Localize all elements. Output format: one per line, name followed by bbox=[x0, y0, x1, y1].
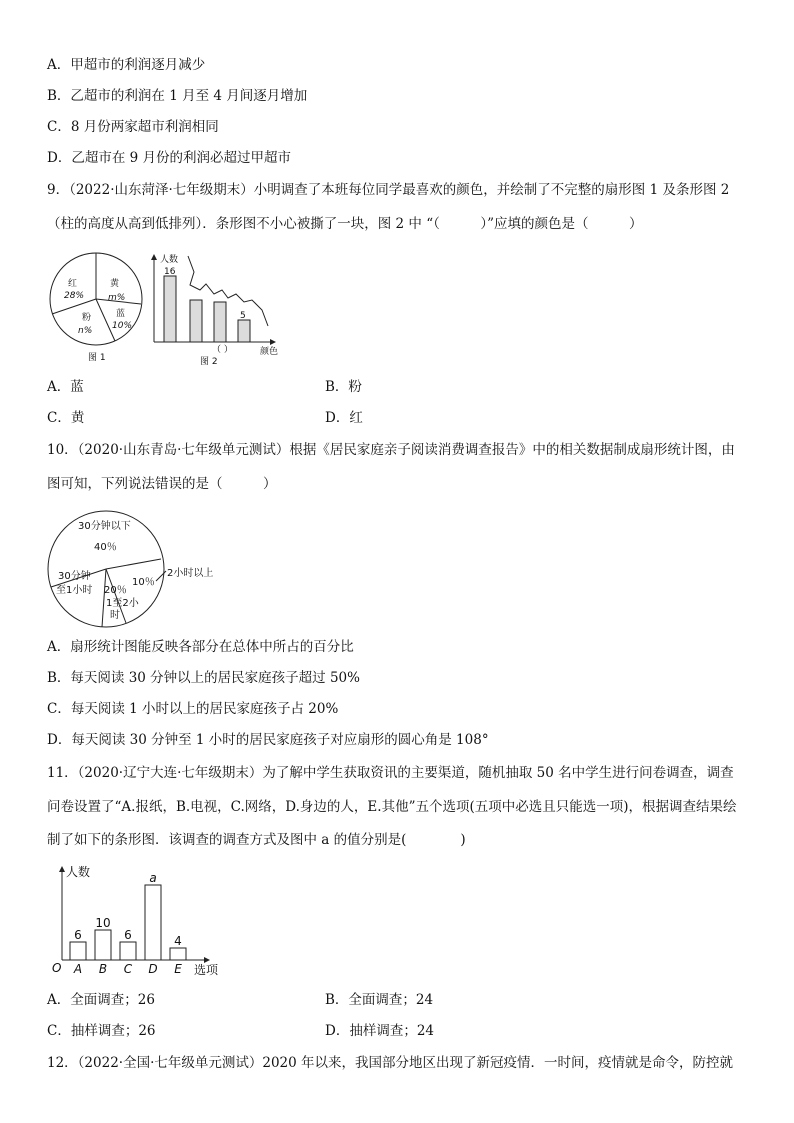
q8-option-a: A．甲超市的利润逐月减少 bbox=[47, 57, 206, 73]
q11-bar-label-D: a bbox=[149, 871, 157, 885]
q10-stem-line2: 图可知，下列说法错误的是（ ） bbox=[47, 476, 277, 492]
q10-stem-line1: 10．（2020·山东青岛·七年级单元测试）根据《居民家庭亲子阅读消费调查报告》中的相关数据制成扇形统计图，由 bbox=[47, 442, 735, 458]
q11-option-b: B．全面调查；24 bbox=[325, 992, 434, 1008]
q8-option-b: B．乙超市的利润在 1 月至 4 月间逐月增加 bbox=[47, 88, 308, 104]
q10-option-c: C．每天阅读 1 小时以上的居民家庭孩子占 20% bbox=[47, 701, 339, 717]
q10-option-d: D．每天阅读 30 分钟至 1 小时的居民家庭孩子对应扇形的圆心角是 108° bbox=[47, 732, 489, 748]
q11-tick-C: C bbox=[123, 962, 133, 976]
q9-option-b: B．粉 bbox=[325, 379, 362, 395]
q9-stem-line1: 9．（2022·山东菏泽·七年级期末）小明调查了本班每位同学最喜欢的颜色，并绘制了不完整的扇形图 1 及条形图 2 bbox=[47, 182, 730, 198]
q11-bar-D bbox=[145, 885, 161, 960]
q11-bar-label-E: 4 bbox=[174, 934, 182, 948]
fig2-xlabel: 颜色 bbox=[260, 347, 279, 357]
q10-s2-label-b: 至1小时 bbox=[56, 585, 93, 596]
q11-tick-E: E bbox=[174, 962, 182, 976]
q11-option-a: A．全面调查；26 bbox=[47, 992, 155, 1008]
q11-ylabel: 人数 bbox=[66, 865, 91, 879]
q11-option-c: C．抽样调查；26 bbox=[47, 1023, 156, 1039]
q11-stem-line2: 问卷设置了“A.报纸，B.电视，C.网络，D.身边的人，E.其他”五个选项(五项中必选且只能选一项)，根据调查结果绘 bbox=[47, 799, 737, 815]
q11-bar-label-A: 6 bbox=[74, 928, 82, 942]
fig2-bar-last-label: 5 bbox=[240, 311, 246, 321]
q12-stem-line1: 12．（2022·全国·七年级单元测试）2020 年以来，我国部分地区出现了新冠疫情．一时间，疫情就是命令，防控就 bbox=[47, 1055, 734, 1071]
fig2-caption: 图 2 bbox=[200, 357, 218, 367]
q11-tick-B: B bbox=[98, 962, 108, 976]
q10-s1-label: 30分钟以下 bbox=[78, 521, 131, 532]
fig2-blank: （ ） bbox=[212, 345, 233, 355]
q10-s2-label-a: 30分钟 bbox=[58, 571, 91, 582]
q10-s3-pct: 20％ bbox=[104, 585, 127, 596]
q9-stem-line2: （柱的高度从高到低排列）．条形图不小心被撕了一块，图 2 中 “（ ）”应填的颜色是（ ） bbox=[47, 216, 643, 232]
q11-bar-E bbox=[170, 948, 186, 960]
q11-tick-A: A bbox=[73, 962, 83, 976]
q11-stem-line1: 11．（2020·辽宁大连·七年级期末）为了解中学生获取资讯的主要渠道，随机抽取 50 名中学生进行问卷调查，调查 bbox=[47, 765, 734, 781]
pie-pct-pink: n% bbox=[78, 326, 93, 336]
pie-pct-red: 28% bbox=[64, 291, 85, 301]
q11-bar-chart bbox=[52, 862, 232, 980]
pie-label-red: 红 bbox=[68, 279, 78, 289]
pie-pct-blue: 10% bbox=[112, 321, 133, 331]
q9-fig2-bar-chart bbox=[148, 250, 288, 368]
q11-bar-C bbox=[120, 942, 136, 960]
q10-s3-label-a: 1至2小 bbox=[106, 598, 139, 609]
q11-bar-label-B: 10 bbox=[95, 916, 111, 930]
q9-option-a: A．蓝 bbox=[47, 379, 84, 395]
q10-option-b: B．每天阅读 30 分钟以上的居民家庭孩子超过 50% bbox=[47, 670, 360, 686]
q11-bar-label-C: 6 bbox=[124, 928, 132, 942]
fig2-ylabel: 人数 bbox=[160, 255, 179, 265]
q11-origin: O bbox=[52, 961, 62, 975]
pie-label-blue: 蓝 bbox=[116, 309, 126, 319]
q11-option-d: D．抽样调查；24 bbox=[325, 1023, 435, 1039]
q10-s1-pct: 40％ bbox=[94, 542, 117, 553]
fig2-bar1-label: 16 bbox=[164, 267, 176, 277]
q9-option-d: D．红 bbox=[325, 410, 363, 426]
pie-label-pink: 粉 bbox=[82, 313, 92, 323]
q10-s4-label: 2小时以上 bbox=[167, 568, 214, 579]
q8-option-c: C．8 月份两家超市利润相同 bbox=[47, 119, 219, 135]
q10-pie-chart bbox=[44, 505, 234, 635]
q9-option-c: C．黄 bbox=[47, 410, 85, 426]
q8-option-d: D．乙超市在 9 月份的利润必超过甲超市 bbox=[47, 150, 291, 166]
q10-option-a: A．扇形统计图能反映各部分在总体中所占的百分比 bbox=[47, 639, 354, 655]
pie-pct-yellow: m% bbox=[108, 293, 126, 303]
q9-fig1-pie bbox=[48, 250, 148, 365]
q10-s3-label-b: 时 bbox=[110, 610, 120, 621]
pie-label-yellow: 黄 bbox=[110, 279, 120, 289]
q11-xlabel: 选项 bbox=[194, 963, 219, 977]
q11-bar-B bbox=[95, 930, 111, 960]
q11-bar-A bbox=[70, 942, 86, 960]
q11-tick-D: D bbox=[148, 962, 158, 976]
q10-s4-pct: 10％ bbox=[132, 577, 155, 588]
q11-stem-line3: 制了如下的条形图．该调查的调查方式及图中 a 的值分别是( ) bbox=[47, 832, 466, 848]
fig1-caption: 图 1 bbox=[88, 353, 106, 363]
